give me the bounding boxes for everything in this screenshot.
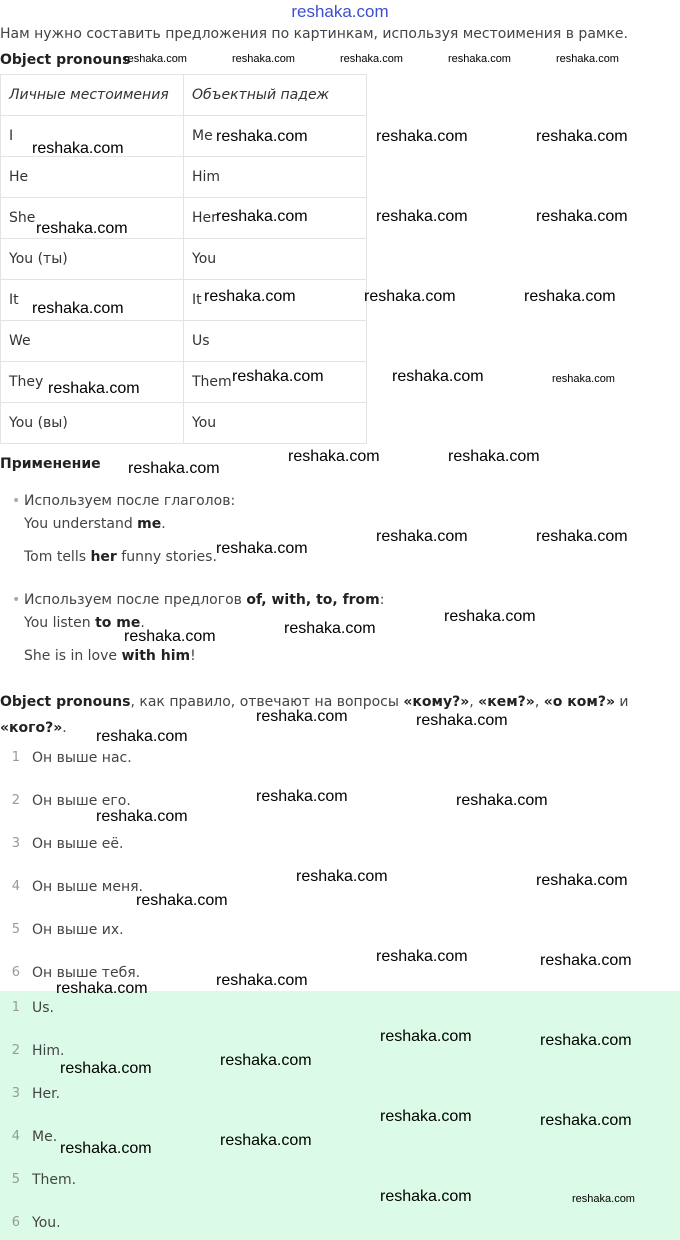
table-cell: We: [1, 321, 184, 362]
watermark-text: reshaka.com: [444, 608, 536, 625]
watermark-text: reshaka.com: [204, 288, 296, 305]
example-sentence: You listen to me.: [24, 615, 145, 631]
watermark-text: reshaka.com: [220, 1132, 312, 1149]
example-sentence: Tom tells her funny stories.: [24, 549, 217, 565]
table-cell: You: [184, 239, 367, 280]
watermark-text: reshaka.com: [232, 53, 295, 65]
answer-item: Us.: [32, 1000, 54, 1016]
exercise-item: Он выше нас.: [32, 750, 132, 766]
intro-text: Нам нужно составить предложения по картинкам, используя местоимения в рамке.: [0, 26, 628, 42]
exercise-item: Он выше её.: [32, 836, 124, 852]
watermark-text: reshaka.com: [540, 952, 632, 969]
watermark-text: reshaka.com: [32, 300, 124, 317]
table-cell: It: [1, 280, 184, 321]
answer-item: Me.: [32, 1129, 58, 1145]
watermark-text: reshaka.com: [340, 53, 403, 65]
answer-number: 3: [11, 1086, 20, 1101]
bullet-dot-icon: •: [12, 592, 21, 608]
answer-item: Her.: [32, 1086, 61, 1102]
apply-title: Применение: [0, 456, 101, 472]
watermark-text: reshaka.com: [380, 1028, 472, 1045]
table-cell: You: [184, 403, 367, 444]
watermark-text: reshaka.com: [32, 140, 124, 157]
watermark-text: reshaka.com: [220, 1052, 312, 1069]
table-cell: I: [1, 116, 184, 157]
exercise-item: Он выше их.: [32, 922, 124, 938]
watermark-text: reshaka.com: [96, 808, 188, 825]
table-header: Личные местоимения: [1, 75, 184, 116]
section-title: Object pronouns: [0, 52, 131, 68]
table-cell: It: [184, 280, 367, 321]
table-cell: Them: [184, 362, 367, 403]
site-title[interactable]: reshaka.com: [291, 2, 389, 21]
answer-number: 1: [11, 1000, 20, 1015]
exercise-number: 1: [11, 750, 20, 765]
watermark-text: reshaka.com: [456, 792, 548, 809]
answer-number: 2: [11, 1043, 20, 1058]
watermark-text: reshaka.com: [288, 448, 380, 465]
watermark-text: reshaka.com: [256, 788, 348, 805]
example-sentence: You understand me.: [24, 516, 166, 532]
table-row: [1, 157, 367, 198]
watermark-text: reshaka.com: [48, 380, 140, 397]
table-cell: Him: [184, 157, 367, 198]
watermark-text: reshaka.com: [128, 460, 220, 477]
bullet-heading: Используем после предлогов of, with, to, from:: [24, 592, 385, 608]
watermark-text: reshaka.com: [536, 208, 628, 225]
table-header-row: [1, 75, 367, 116]
watermark-text: reshaka.com: [416, 712, 508, 729]
watermark-text: reshaka.com: [124, 53, 187, 65]
watermark-text: reshaka.com: [216, 208, 308, 225]
exercise-number: 2: [11, 793, 20, 808]
watermark-text: reshaka.com: [296, 868, 388, 885]
watermark-text: reshaka.com: [284, 620, 376, 637]
rule-paragraph-line1: Object pronouns, как правило, отвечают на вопросы «кому?», «кем?», «о ком?» и: [0, 694, 629, 710]
watermark-text: reshaka.com: [124, 628, 216, 645]
table-cell: Her: [184, 198, 367, 239]
watermark-text: reshaka.com: [392, 368, 484, 385]
answer-number: 4: [11, 1129, 20, 1144]
watermark-text: reshaka.com: [96, 728, 188, 745]
exercise-number: 3: [11, 836, 20, 851]
table-cell: You (ты): [1, 239, 184, 280]
exercise-number: 4: [11, 879, 20, 894]
watermark-text: reshaka.com: [448, 448, 540, 465]
watermark-text: reshaka.com: [380, 1188, 472, 1205]
table-header: Объектный падеж: [184, 75, 367, 116]
watermark-text: reshaka.com: [376, 208, 468, 225]
table-cell: You (вы): [1, 403, 184, 444]
watermark-text: reshaka.com: [376, 528, 468, 545]
exercise-item: Он выше тебя.: [32, 965, 141, 981]
table-row: [1, 239, 367, 280]
watermark-text: reshaka.com: [216, 972, 308, 989]
watermark-text: reshaka.com: [572, 1193, 635, 1205]
example-sentence: She is in love with him!: [24, 648, 196, 664]
watermark-text: reshaka.com: [524, 288, 616, 305]
watermark-text: reshaka.com: [540, 1112, 632, 1129]
table-cell: He: [1, 157, 184, 198]
watermark-text: reshaka.com: [364, 288, 456, 305]
watermark-text: reshaka.com: [136, 892, 228, 909]
table-cell: She: [1, 198, 184, 239]
watermark-text: reshaka.com: [256, 708, 348, 725]
table-cell: Us: [184, 321, 367, 362]
answer-number: 6: [11, 1215, 20, 1230]
exercise-number: 6: [11, 965, 20, 980]
watermark-text: reshaka.com: [540, 1032, 632, 1049]
watermark-text: reshaka.com: [376, 948, 468, 965]
answer-number: 5: [11, 1172, 20, 1187]
watermark-text: reshaka.com: [448, 53, 511, 65]
watermark-text: reshaka.com: [536, 528, 628, 545]
exercise-item: Он выше его.: [32, 793, 131, 809]
watermark-text: reshaka.com: [552, 373, 615, 385]
watermark-text: reshaka.com: [536, 872, 628, 889]
exercise-number: 5: [11, 922, 20, 937]
exercise-item: Он выше меня.: [32, 879, 144, 895]
bullet-heading: Используем после глаголов:: [24, 493, 236, 509]
answer-item: You.: [32, 1215, 61, 1231]
answer-item: Him.: [32, 1043, 65, 1059]
watermark-text: reshaka.com: [536, 128, 628, 145]
watermark-text: reshaka.com: [60, 1060, 152, 1077]
rule-paragraph-line2: «кого?».: [0, 720, 67, 736]
answer-item: Them.: [32, 1172, 77, 1188]
watermark-text: reshaka.com: [216, 540, 308, 557]
bullet-dot-icon: •: [12, 493, 21, 509]
watermark-text: reshaka.com: [56, 980, 148, 997]
table-cell: They: [1, 362, 184, 403]
table-cell: Me: [184, 116, 367, 157]
watermark-text: reshaka.com: [376, 128, 468, 145]
watermark-text: reshaka.com: [60, 1140, 152, 1157]
watermark-text: reshaka.com: [216, 128, 308, 145]
watermark-text: reshaka.com: [380, 1108, 472, 1125]
watermark-text: reshaka.com: [36, 220, 128, 237]
watermark-text: reshaka.com: [556, 53, 619, 65]
table-row: [1, 403, 367, 444]
watermark-text: reshaka.com: [232, 368, 324, 385]
table-row: [1, 321, 367, 362]
